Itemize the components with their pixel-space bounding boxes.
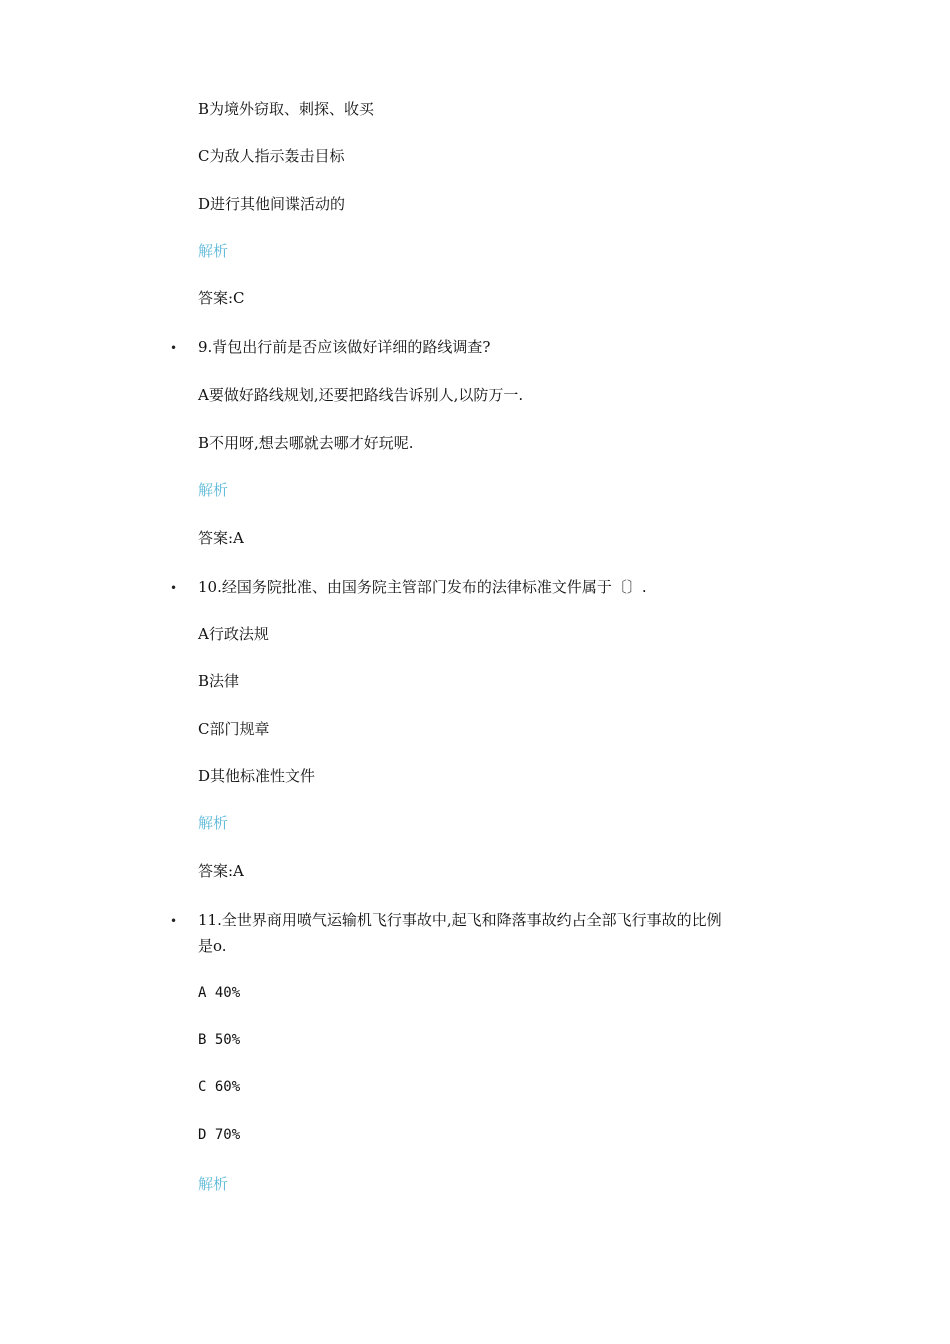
- q11-question-line2: 是o.: [198, 937, 227, 955]
- q11-option-a: A 40%: [198, 985, 241, 1001]
- q9-question: 9.背包出行前是否应该做好详细的路线调查?: [198, 338, 491, 356]
- q10-bullet: •: [170, 581, 178, 595]
- q10-option-d: D其他标准性文件: [198, 767, 316, 785]
- q11-question-line1: 11.全世界商用喷气运输机飞行事故中,起飞和降落事故约占全部飞行事故的比例: [198, 911, 722, 929]
- q10-answer: 答案:A: [198, 862, 244, 880]
- q11-explain-link[interactable]: 解析: [198, 1175, 229, 1193]
- q10-question: 10.经国务院批准、由国务院主管部门发布的法律标准文件属于〔〕.: [198, 578, 647, 596]
- q10-explain-link[interactable]: 解析: [198, 814, 229, 832]
- q11-option-b: B 50%: [198, 1032, 241, 1048]
- q9-answer: 答案:A: [198, 529, 244, 547]
- q9-bullet: •: [170, 341, 178, 355]
- q11-option-d: D 70%: [198, 1127, 241, 1143]
- q10-option-c: C部门规章: [198, 720, 270, 738]
- q9-option-b: B不用呀,想去哪就去哪才好玩呢.: [198, 434, 414, 452]
- q8-explain-link[interactable]: 解析: [198, 242, 229, 260]
- q8-option-b: B为境外窃取、刺探、收买: [198, 100, 375, 118]
- q10-option-a: A行政法规: [198, 625, 269, 643]
- q8-answer: 答案:C: [198, 289, 245, 307]
- q11-bullet: •: [170, 914, 178, 928]
- q8-option-c: C为敌人指示轰击目标: [198, 147, 345, 165]
- q10-option-b: B法律: [198, 672, 240, 690]
- q8-option-d: D进行其他间谍活动的: [198, 195, 346, 213]
- q9-explain-link[interactable]: 解析: [198, 481, 229, 499]
- q9-option-a: A要做好路线规划,还要把路线告诉别人,以防万一.: [198, 386, 524, 404]
- q11-option-c: C 60%: [198, 1079, 241, 1095]
